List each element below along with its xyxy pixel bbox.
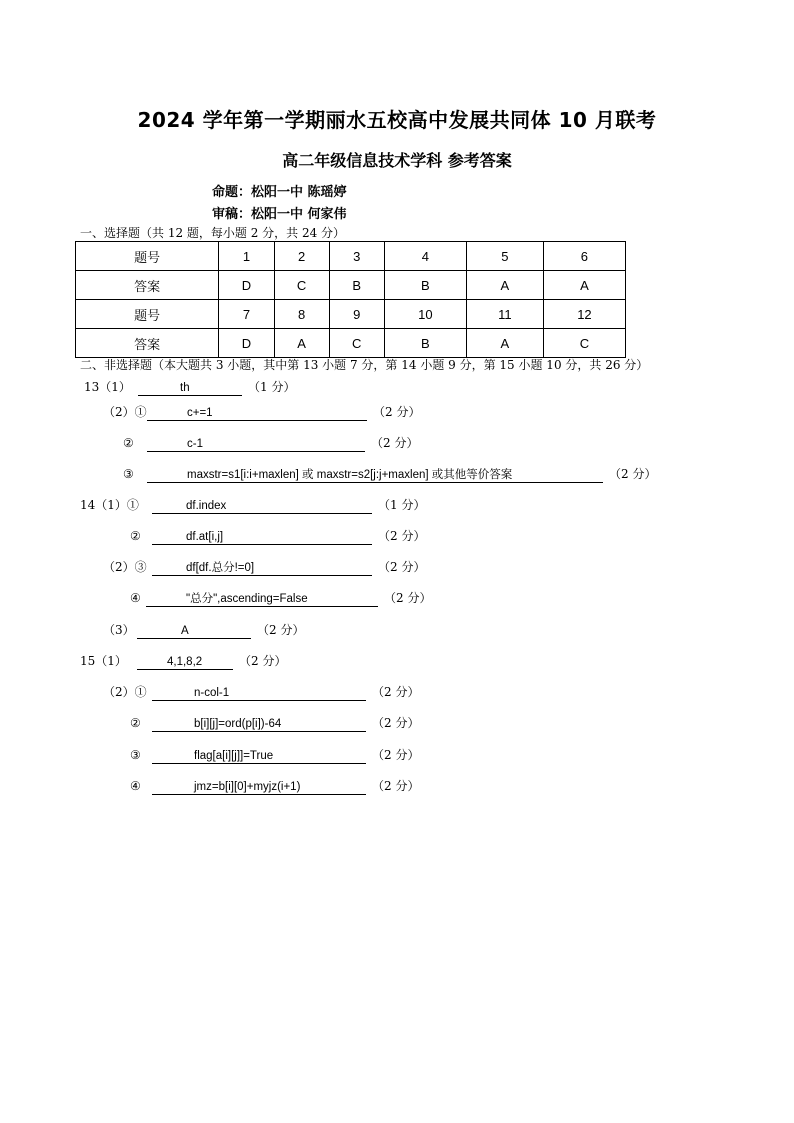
score-label: （1 分） [378, 498, 426, 512]
table-cell: D [219, 271, 274, 300]
section1-heading: 一、选择题（共 12 题，每小题 2 分，共 24 分） [80, 226, 346, 240]
answer-blank: b[i][j]=ord(p[i])-64 [152, 717, 366, 732]
score-label: （2 分） [372, 779, 420, 793]
table-cell: 4 [384, 242, 466, 271]
answer-line [80, 652, 286, 670]
table-cell: 10 [384, 300, 466, 329]
answer-line [103, 403, 420, 421]
score-label: （2 分） [372, 748, 420, 762]
table-cell: 答案 [76, 329, 219, 358]
table-cell: 8 [274, 300, 329, 329]
table-cell: B [329, 271, 384, 300]
table-cell: 题号 [76, 300, 219, 329]
table-cell: 6 [543, 242, 625, 271]
answer-blank: th [138, 381, 242, 396]
answer-blank: A [137, 624, 251, 639]
score-label: （1 分） [248, 380, 296, 394]
page-subtitle: 高二年级信息技术学科 参考答案 [282, 151, 512, 170]
table-cell: 12 [543, 300, 625, 329]
score-label: （2 分） [257, 623, 305, 637]
table-cell: B [384, 329, 466, 358]
table-cell: 1 [219, 242, 274, 271]
answer-line [130, 777, 419, 795]
answer-line [80, 496, 425, 514]
answer-blank: df.at[i,j] [152, 530, 372, 545]
question-label: ② [130, 529, 141, 543]
answer-blank: c+=1 [147, 406, 367, 421]
question-label: ③ [123, 467, 134, 481]
table-cell: 题号 [76, 242, 219, 271]
table-cell: C [274, 271, 329, 300]
answer-line [103, 683, 419, 701]
answer-blank: maxstr=s1[i:i+maxlen] 或 maxstr=s2[j:j+maxlen] 或其他等价答案 [147, 468, 603, 483]
question-label: （2）① [103, 685, 147, 699]
answer-line [123, 434, 418, 452]
answer-line [130, 527, 425, 545]
score-label: （2 分） [372, 685, 420, 699]
score-label: （2 分） [371, 436, 419, 450]
table-cell: 2 [274, 242, 329, 271]
section2-heading: 二、非选择题（本大题共 3 小题，其中第 13 小题 7 分，第 14 小题 9 分，第 15 小题 10 分，共 26 分） [80, 358, 649, 372]
answer-line [84, 378, 295, 396]
question-label: （2）① [103, 405, 147, 419]
score-label: （2 分） [378, 529, 426, 543]
question-label: 15（1） [80, 654, 127, 668]
score-label: （2 分） [609, 467, 657, 481]
table-cell: 5 [466, 242, 543, 271]
answer-table [75, 241, 626, 358]
table-cell: C [543, 329, 625, 358]
answer-line [130, 589, 431, 607]
score-label: （2 分） [373, 405, 421, 419]
score-label: （2 分） [239, 654, 287, 668]
question-label: 13（1） [84, 380, 131, 394]
answer-blank: flag[a[i][j]]=True [152, 749, 366, 764]
table-cell: 11 [466, 300, 543, 329]
score-label: （2 分） [378, 560, 426, 574]
answer-blank: c-1 [147, 437, 365, 452]
answer-blank: n-col-1 [152, 686, 366, 701]
question-label: ④ [130, 591, 141, 605]
answer-blank: df.index [152, 499, 372, 514]
score-label: （2 分） [372, 716, 420, 730]
table-row [76, 271, 626, 300]
answer-blank: df[df.总分!=0] [152, 561, 372, 576]
table-cell: 3 [329, 242, 384, 271]
table-cell: 9 [329, 300, 384, 329]
table-row [76, 242, 626, 271]
answer-blank: "总分",ascending=False [146, 592, 378, 607]
table-cell: C [329, 329, 384, 358]
question-label: ③ [130, 748, 141, 762]
question-label: ② [123, 436, 134, 450]
page-title: 2024 学年第一学期丽水五校高中发展共同体 10 月联考 [137, 108, 657, 132]
table-cell: 答案 [76, 271, 219, 300]
answer-line [130, 746, 419, 764]
table-cell: A [543, 271, 625, 300]
table-row [76, 300, 626, 329]
table-cell: A [274, 329, 329, 358]
answer-line [103, 621, 304, 639]
question-label: ④ [130, 779, 141, 793]
reviewer-line: 审稿：松阳一中 何家伟 [212, 207, 347, 222]
answer-line [123, 465, 656, 483]
score-label: （2 分） [384, 591, 432, 605]
table-cell: A [466, 329, 543, 358]
table-cell: D [219, 329, 274, 358]
answer-line [103, 558, 425, 576]
question-label: （2）③ [103, 560, 147, 574]
table-row [76, 329, 626, 358]
table-cell: B [384, 271, 466, 300]
answer-blank: jmz=b[i][0]+myjz(i+1) [152, 780, 366, 795]
table-cell: 7 [219, 300, 274, 329]
proposer-line: 命题：松阳一中 陈瑶婷 [212, 185, 347, 200]
table-cell: A [466, 271, 543, 300]
question-label: （3） [103, 623, 135, 637]
answer-blank: 4,1,8,2 [137, 655, 233, 670]
answer-line [130, 714, 419, 732]
question-label: 14（1）① [80, 498, 139, 512]
question-label: ② [130, 716, 141, 730]
